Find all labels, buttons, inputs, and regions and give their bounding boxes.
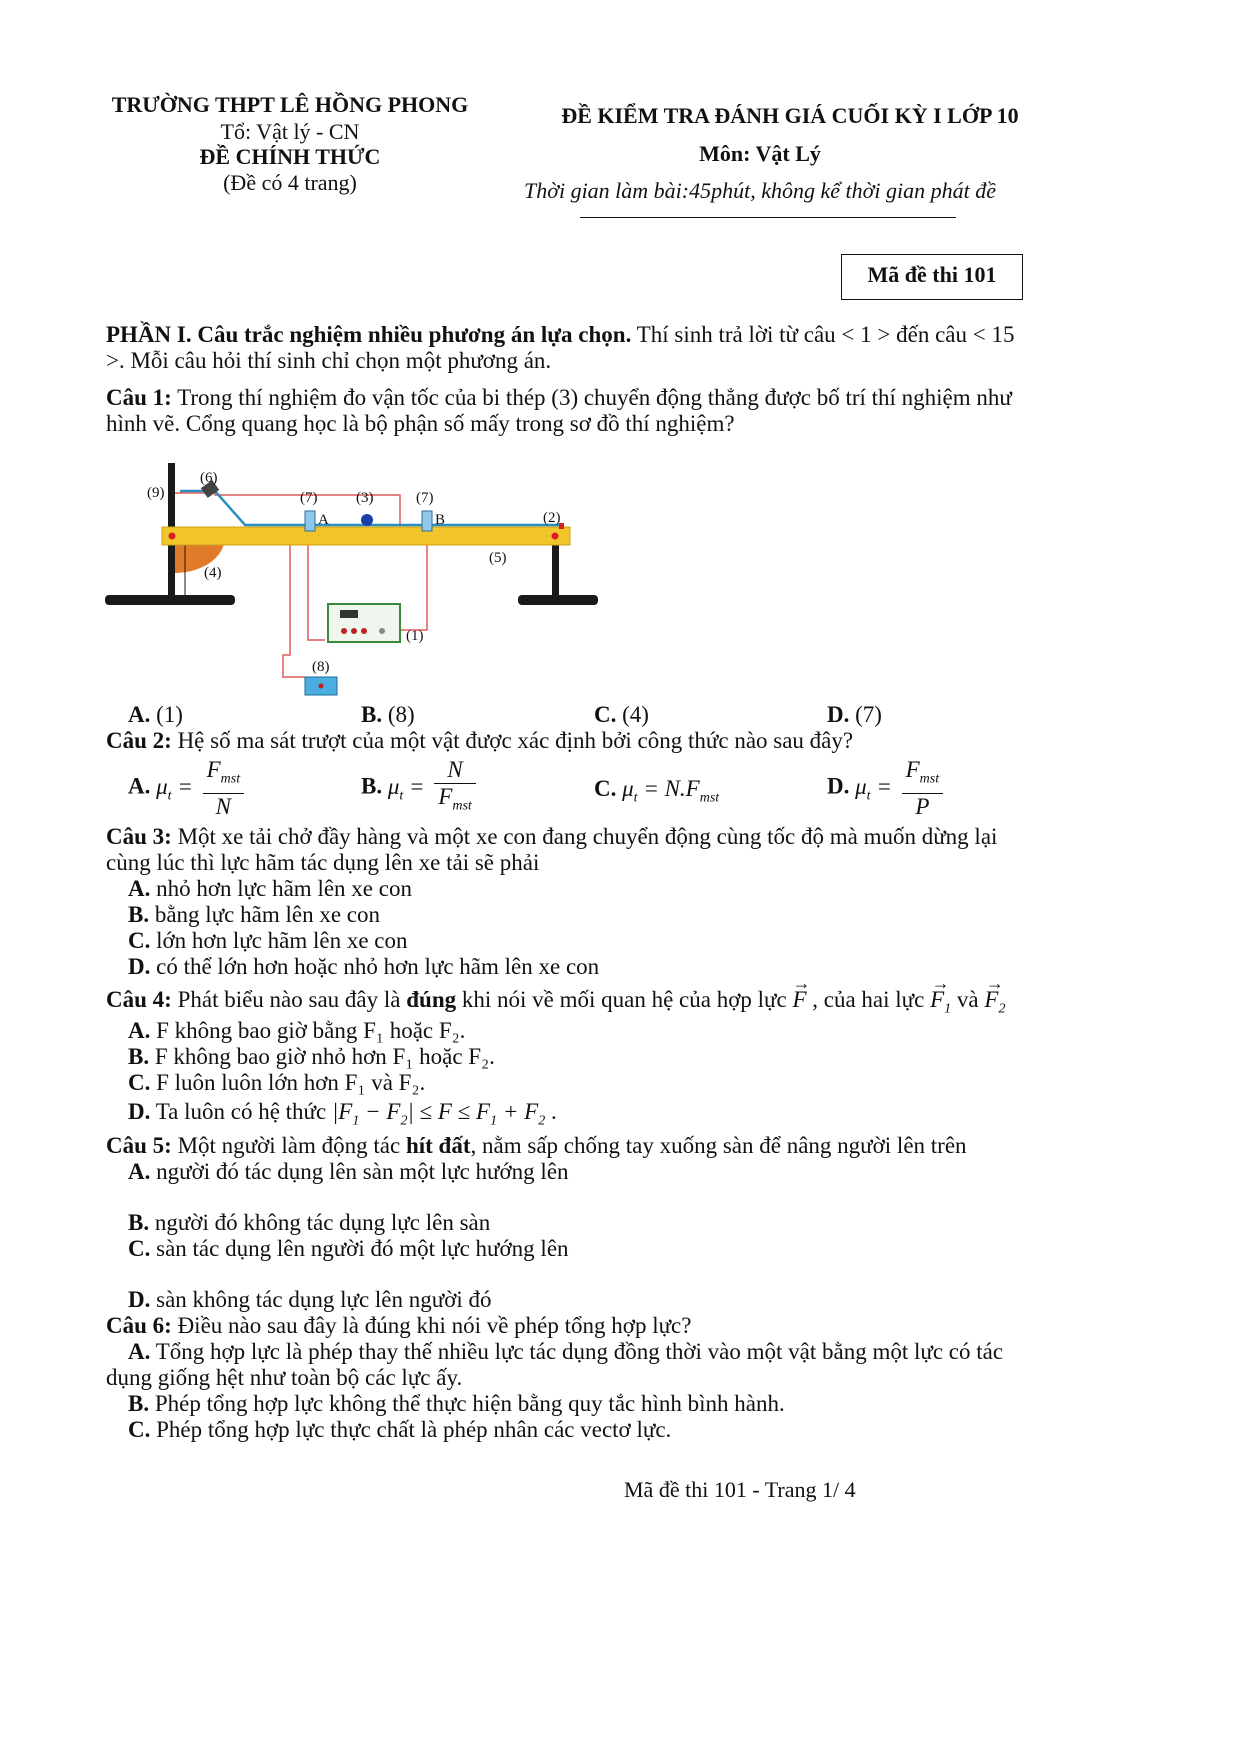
q3-text2: cùng lúc thì lực hãm tác dụng lên xe tải sẽ phải: [106, 850, 540, 875]
timer-knob: [379, 628, 385, 634]
q4-text-c: , của hai lực: [806, 987, 931, 1012]
q5-option-c-text: sàn tác dụng lên người đó một lực hướng lên: [150, 1236, 569, 1261]
q3-label: Câu 3:: [106, 824, 172, 849]
timer-button-1: [341, 628, 347, 634]
q5-option-b-text: người đó không tác dụng lực lên sàn: [149, 1210, 491, 1235]
ruler-left-mark: [169, 533, 176, 540]
department: Tổ: Vật lý - CN: [220, 119, 360, 144]
q5-label: Câu 5:: [106, 1133, 172, 1158]
q1-text1: Trong thí nghiệm đo vận tốc của bi thép (3) chuyển động thẳng được bố trí thí nghiệm như: [171, 385, 1012, 410]
q6-line: [106, 1311, 691, 1340]
q1-option-a-key: A.: [128, 702, 151, 727]
q6-option-a-text2: dụng giống hệt như toàn bộ các lực ấy.: [106, 1365, 463, 1390]
q4-option-a-text: F không bao giờ bằng F₁ hoặc F₂.: [150, 1018, 466, 1043]
q1-option-b[interactable]: [361, 700, 415, 729]
q5-option-c[interactable]: [128, 1234, 569, 1263]
q6-option-c[interactable]: [128, 1415, 671, 1444]
q6-text: Điều nào sau đây là đúng khi nói về phép tổng hợp lực?: [171, 1313, 692, 1338]
q1-option-d-text: (7): [849, 702, 882, 727]
part1-instr1: Thí sinh trả lời từ câu < 1 > đến câu < 15: [631, 322, 1015, 347]
photogate-a: [305, 511, 315, 531]
exam-code-box: Mã đề thi 101: [841, 254, 1023, 300]
q3-option-d[interactable]: [128, 952, 599, 981]
fig-label-8: (8): [312, 659, 330, 675]
q4-option-a[interactable]: [128, 1016, 465, 1045]
q5-option-a[interactable]: [128, 1157, 569, 1186]
exam-time: Thời gian làm bài:45phút, không kể thời gian phát đề: [523, 178, 996, 203]
q4-text-d: và: [951, 987, 985, 1012]
q4-option-b-text: F không bao giờ nhỏ hơn F₁ hoặc F₂.: [149, 1044, 495, 1069]
q4-vector-f1: → $F_1$: [930, 985, 951, 1024]
q1-option-c-text: (4): [616, 702, 649, 727]
q3-option-a[interactable]: [128, 874, 412, 903]
q4-text-bold: đúng: [406, 987, 457, 1012]
q1-option-b-text: (8): [382, 702, 415, 727]
left-stand-base: [105, 595, 235, 605]
q5-text-b: , nằm sấp chống tay xuống sàn để nâng người lên trên: [470, 1133, 967, 1158]
fig-label-4: (4): [204, 565, 222, 581]
q2-text: Hệ số ma sát trượt của một vật được xác định bởi công thức nào sau đây?: [171, 728, 854, 753]
q4-d-inequality: $|F_1 - F_2| \le F \le F_1 + F_2$: [331, 1099, 546, 1129]
timer-display: [340, 610, 358, 618]
q1-option-c[interactable]: [594, 700, 649, 729]
q2-option-d[interactable]: [827, 757, 947, 820]
timer-button-3: [361, 628, 367, 634]
q4-option-c[interactable]: [128, 1068, 425, 1097]
q1-option-c-key: C.: [594, 702, 617, 727]
q4-text-a: Phát biểu nào sau đây là: [171, 987, 407, 1012]
q3-option-d-text: có thể lớn hơn hoặc nhỏ hơn lực hãm lên xe con: [150, 954, 600, 979]
q4-option-a-key: A.: [128, 1018, 151, 1043]
q2-label: Câu 2:: [106, 728, 172, 753]
q5-option-a-key: A.: [128, 1159, 151, 1184]
q3-option-a-key: A.: [128, 876, 151, 901]
fig-label-6: (6): [200, 470, 218, 486]
fig-label-2: (2): [543, 510, 561, 526]
q5-option-d-key: D.: [128, 1287, 151, 1312]
q3-option-b-key: B.: [128, 902, 150, 927]
q3-text1: Một xe tải chở đầy hàng và một xe con đang chuyển động cùng tốc độ mà muốn dừng lại: [171, 824, 998, 849]
q4-option-b[interactable]: [128, 1042, 495, 1071]
exam-title: ĐỀ KIỂM TRA ĐÁNH GIÁ CUỐI KỲ I LỚP 10: [561, 103, 1019, 128]
q6-option-a-key: A.: [128, 1339, 151, 1364]
q4-option-d-text: Ta luôn có hệ thức: [150, 1099, 332, 1124]
pages-note: (Đề có 4 trang): [223, 170, 357, 195]
q5-option-b[interactable]: [128, 1208, 490, 1237]
ruler-right-mark: [552, 533, 559, 540]
q3-option-a-text: nhỏ hơn lực hãm lên xe con: [150, 876, 412, 901]
q4-vector-f: → F: [792, 985, 806, 1014]
timer-button-2: [351, 628, 357, 634]
q6-option-c-key: C.: [128, 1417, 151, 1442]
page-footer: Mã đề thi 101 - Trang 1/ 4: [624, 1477, 856, 1502]
photogate-b: [422, 511, 432, 531]
fig-label-B: B: [435, 512, 446, 528]
q4-option-c-text: F luôn luôn lớn hơn F₁ và F₂.: [150, 1070, 426, 1095]
q5-option-d-text: sàn không tác dụng lực lên người đó: [150, 1287, 492, 1312]
q2-d-lhs: $\mu_t$ =: [855, 773, 892, 804]
right-stand-base: [518, 595, 598, 605]
fig-label-9: (9): [147, 485, 165, 501]
fig-label-5: (5): [489, 550, 507, 566]
q4-option-c-key: C.: [128, 1070, 151, 1095]
experiment-figure: [100, 455, 600, 700]
fig-label-7b: (7): [416, 490, 434, 506]
q2-option-d-key: D.: [827, 773, 850, 799]
q2-option-a-key: A.: [128, 773, 151, 799]
q1-option-d[interactable]: [827, 700, 882, 729]
part1-line1: [106, 320, 1014, 349]
part1-instr2: >. Mỗi câu hỏi thí sinh chỉ chọn một phương án.: [106, 348, 552, 373]
q3-option-c-text: lớn hơn lực hãm lên xe con: [150, 928, 408, 953]
q4-d-period: .: [545, 1099, 557, 1124]
q2-option-c-key: C.: [594, 776, 617, 801]
header-divider: [580, 217, 956, 218]
q6-option-b[interactable]: [128, 1389, 785, 1418]
subject: Môn: Vật Lý: [699, 141, 821, 166]
q3-option-c[interactable]: [128, 926, 408, 955]
q3-option-d-key: D.: [128, 954, 151, 979]
q3-option-c-key: C.: [128, 928, 151, 953]
fig-label-A: A: [318, 512, 329, 528]
q5-line: [106, 1131, 967, 1160]
q4-label: Câu 4:: [106, 987, 172, 1012]
q2-option-c[interactable]: [594, 774, 719, 813]
q6-label: Câu 6:: [106, 1313, 172, 1338]
timer-box: [328, 604, 400, 642]
q5-text-bold: hít đất: [405, 1133, 471, 1158]
steel-ball: [361, 514, 373, 526]
wire-c: [283, 540, 305, 677]
q5-option-b-key: B.: [128, 1210, 150, 1235]
q1-text2: hình vẽ. Cổng quang học là bộ phận số mấy trong sơ đồ thí nghiệm?: [106, 411, 735, 436]
q4-option-d-key: D.: [128, 1099, 151, 1124]
q2-c-formula: $\mu_t = N.F_{mst}$: [622, 776, 720, 806]
q3-option-b[interactable]: [128, 900, 380, 929]
q5-option-c-key: C.: [128, 1236, 151, 1261]
q1-option-a-text: (1): [150, 702, 183, 727]
q5-option-a-text: người đó tác dụng lên sàn một lực hướng lên: [150, 1159, 569, 1184]
right-stand-pole: [552, 537, 559, 599]
part1-title: PHẦN I. Câu trắc nghiệm nhiều phương án lựa chọn.: [106, 322, 632, 347]
q2-option-b-key: B.: [361, 773, 383, 799]
q4-option-d[interactable]: [128, 1097, 557, 1136]
q6-option-b-key: B.: [128, 1391, 150, 1416]
q2-b-fraction: $\frac{N}{F_{mst}}$: [434, 757, 476, 820]
official-label: ĐỀ CHÍNH THỨC: [199, 144, 381, 169]
switch-button: [319, 684, 324, 689]
q1-option-d-key: D.: [827, 702, 850, 727]
q2-b-lhs: $\mu_t$ =: [387, 773, 425, 804]
q2-d-fraction: $\frac{F_{mst}}{P}$: [902, 757, 944, 820]
q3-line1: [106, 822, 997, 851]
q3-option-b-text: bằng lực hãm lên xe con: [149, 902, 380, 927]
q5-option-d[interactable]: [128, 1285, 492, 1314]
fig-label-1: (1): [406, 628, 424, 644]
q2-a-fraction: $\frac{F_{mst}}{N}$: [203, 757, 245, 820]
school-name: TRƯỜNG THPT LÊ HỒNG PHONG: [111, 92, 469, 117]
q1-option-a[interactable]: [128, 700, 183, 729]
q2-a-lhs: $\mu_t$ =: [156, 773, 193, 804]
q1-option-b-key: B.: [361, 702, 383, 727]
q1-label: Câu 1:: [106, 385, 172, 410]
q1-line1: [106, 383, 1012, 412]
q2-option-a[interactable]: [128, 757, 248, 820]
q4-text-b: khi nói về mối quan hệ của hợp lực: [456, 987, 793, 1012]
fig-label-3: (3): [356, 490, 374, 506]
q6-option-a-text1: Tổng hợp lực là phép thay thế nhiều lực tác dụng đồng thời vào một vật bằng một lực có tác: [150, 1339, 1004, 1364]
q4-vector-f2: → $F_2$: [984, 985, 1005, 1024]
q6-option-c-text: Phép tổng hợp lực thực chất là phép nhân các vectơ lực.: [150, 1417, 672, 1442]
q5-text-a: Một người làm động tác: [171, 1133, 406, 1158]
q4-option-b-key: B.: [128, 1044, 150, 1069]
q2-option-b[interactable]: [361, 757, 480, 820]
q2-line: [106, 726, 853, 755]
q6-option-b-text: Phép tổng hợp lực không thể thực hiện bằng quy tắc hình bình hành.: [149, 1391, 785, 1416]
q6-option-a[interactable]: [128, 1337, 1003, 1366]
fig-label-7a: (7): [300, 490, 318, 506]
